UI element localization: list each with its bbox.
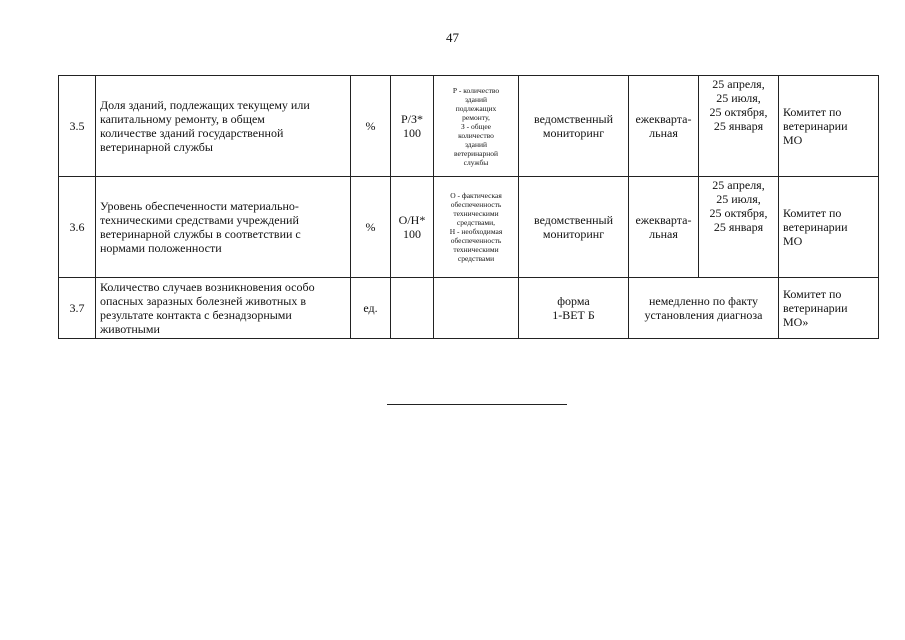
deadline: 25 апреля, 25 июля, 25 октября, 25 января [699,76,779,177]
row-number: 3.7 [59,278,96,339]
responsible: Комитет по ветеринарии МО» [779,278,879,339]
unit: % [351,177,391,278]
responsible: Комитет по ветеринарии МО [779,76,879,177]
indicator-name: Доля зданий, подлежащих текущему или капитальному ремонту, в общем количестве зданий государственной ветеринарной службы [96,76,351,177]
responsible: Комитет по ветеринарии МО [779,177,879,278]
row-number: 3.5 [59,76,96,177]
table-row [59,76,879,177]
formula-description [434,278,519,339]
indicator-name: Количество случаев возникновения особо опасных заразных болезней животных в результате контакта с безнадзорными животными [96,278,351,339]
formula [391,278,434,339]
deadline: 25 апреля, 25 июля, 25 октября, 25 января [699,177,779,278]
formula: О/Н* 100 [391,177,434,278]
formula: Р/З* 100 [391,76,434,177]
page-number: 47 [446,30,459,45]
indicators-table [58,75,879,339]
formula-description: Р - количество зданий подлежащих ремонту, З - общее количество зданий ветеринарной службы [434,76,519,177]
horizontal-rule [387,404,567,405]
formula-description: О - фактическая обеспеченность техническими средствами, Н - необходимая обеспеченность техническими средствами [434,177,519,278]
indicator-name: Уровень обеспеченности материально- техническими средствами учреждений ветеринарной службы в соответствии с нормами положенности [96,177,351,278]
table-row [59,278,879,339]
frequency-deadline-merged: немедленно по факту установления диагноза [629,278,779,339]
unit: % [351,76,391,177]
data-source: ведомственный мониторинг [519,76,629,177]
unit: ед. [351,278,391,339]
row-number: 3.6 [59,177,96,278]
frequency: ежекварта- льная [629,177,699,278]
table-row [59,177,879,278]
data-source: форма 1-ВЕТ Б [519,278,629,339]
data-source: ведомственный мониторинг [519,177,629,278]
frequency: ежекварта- льная [629,76,699,177]
